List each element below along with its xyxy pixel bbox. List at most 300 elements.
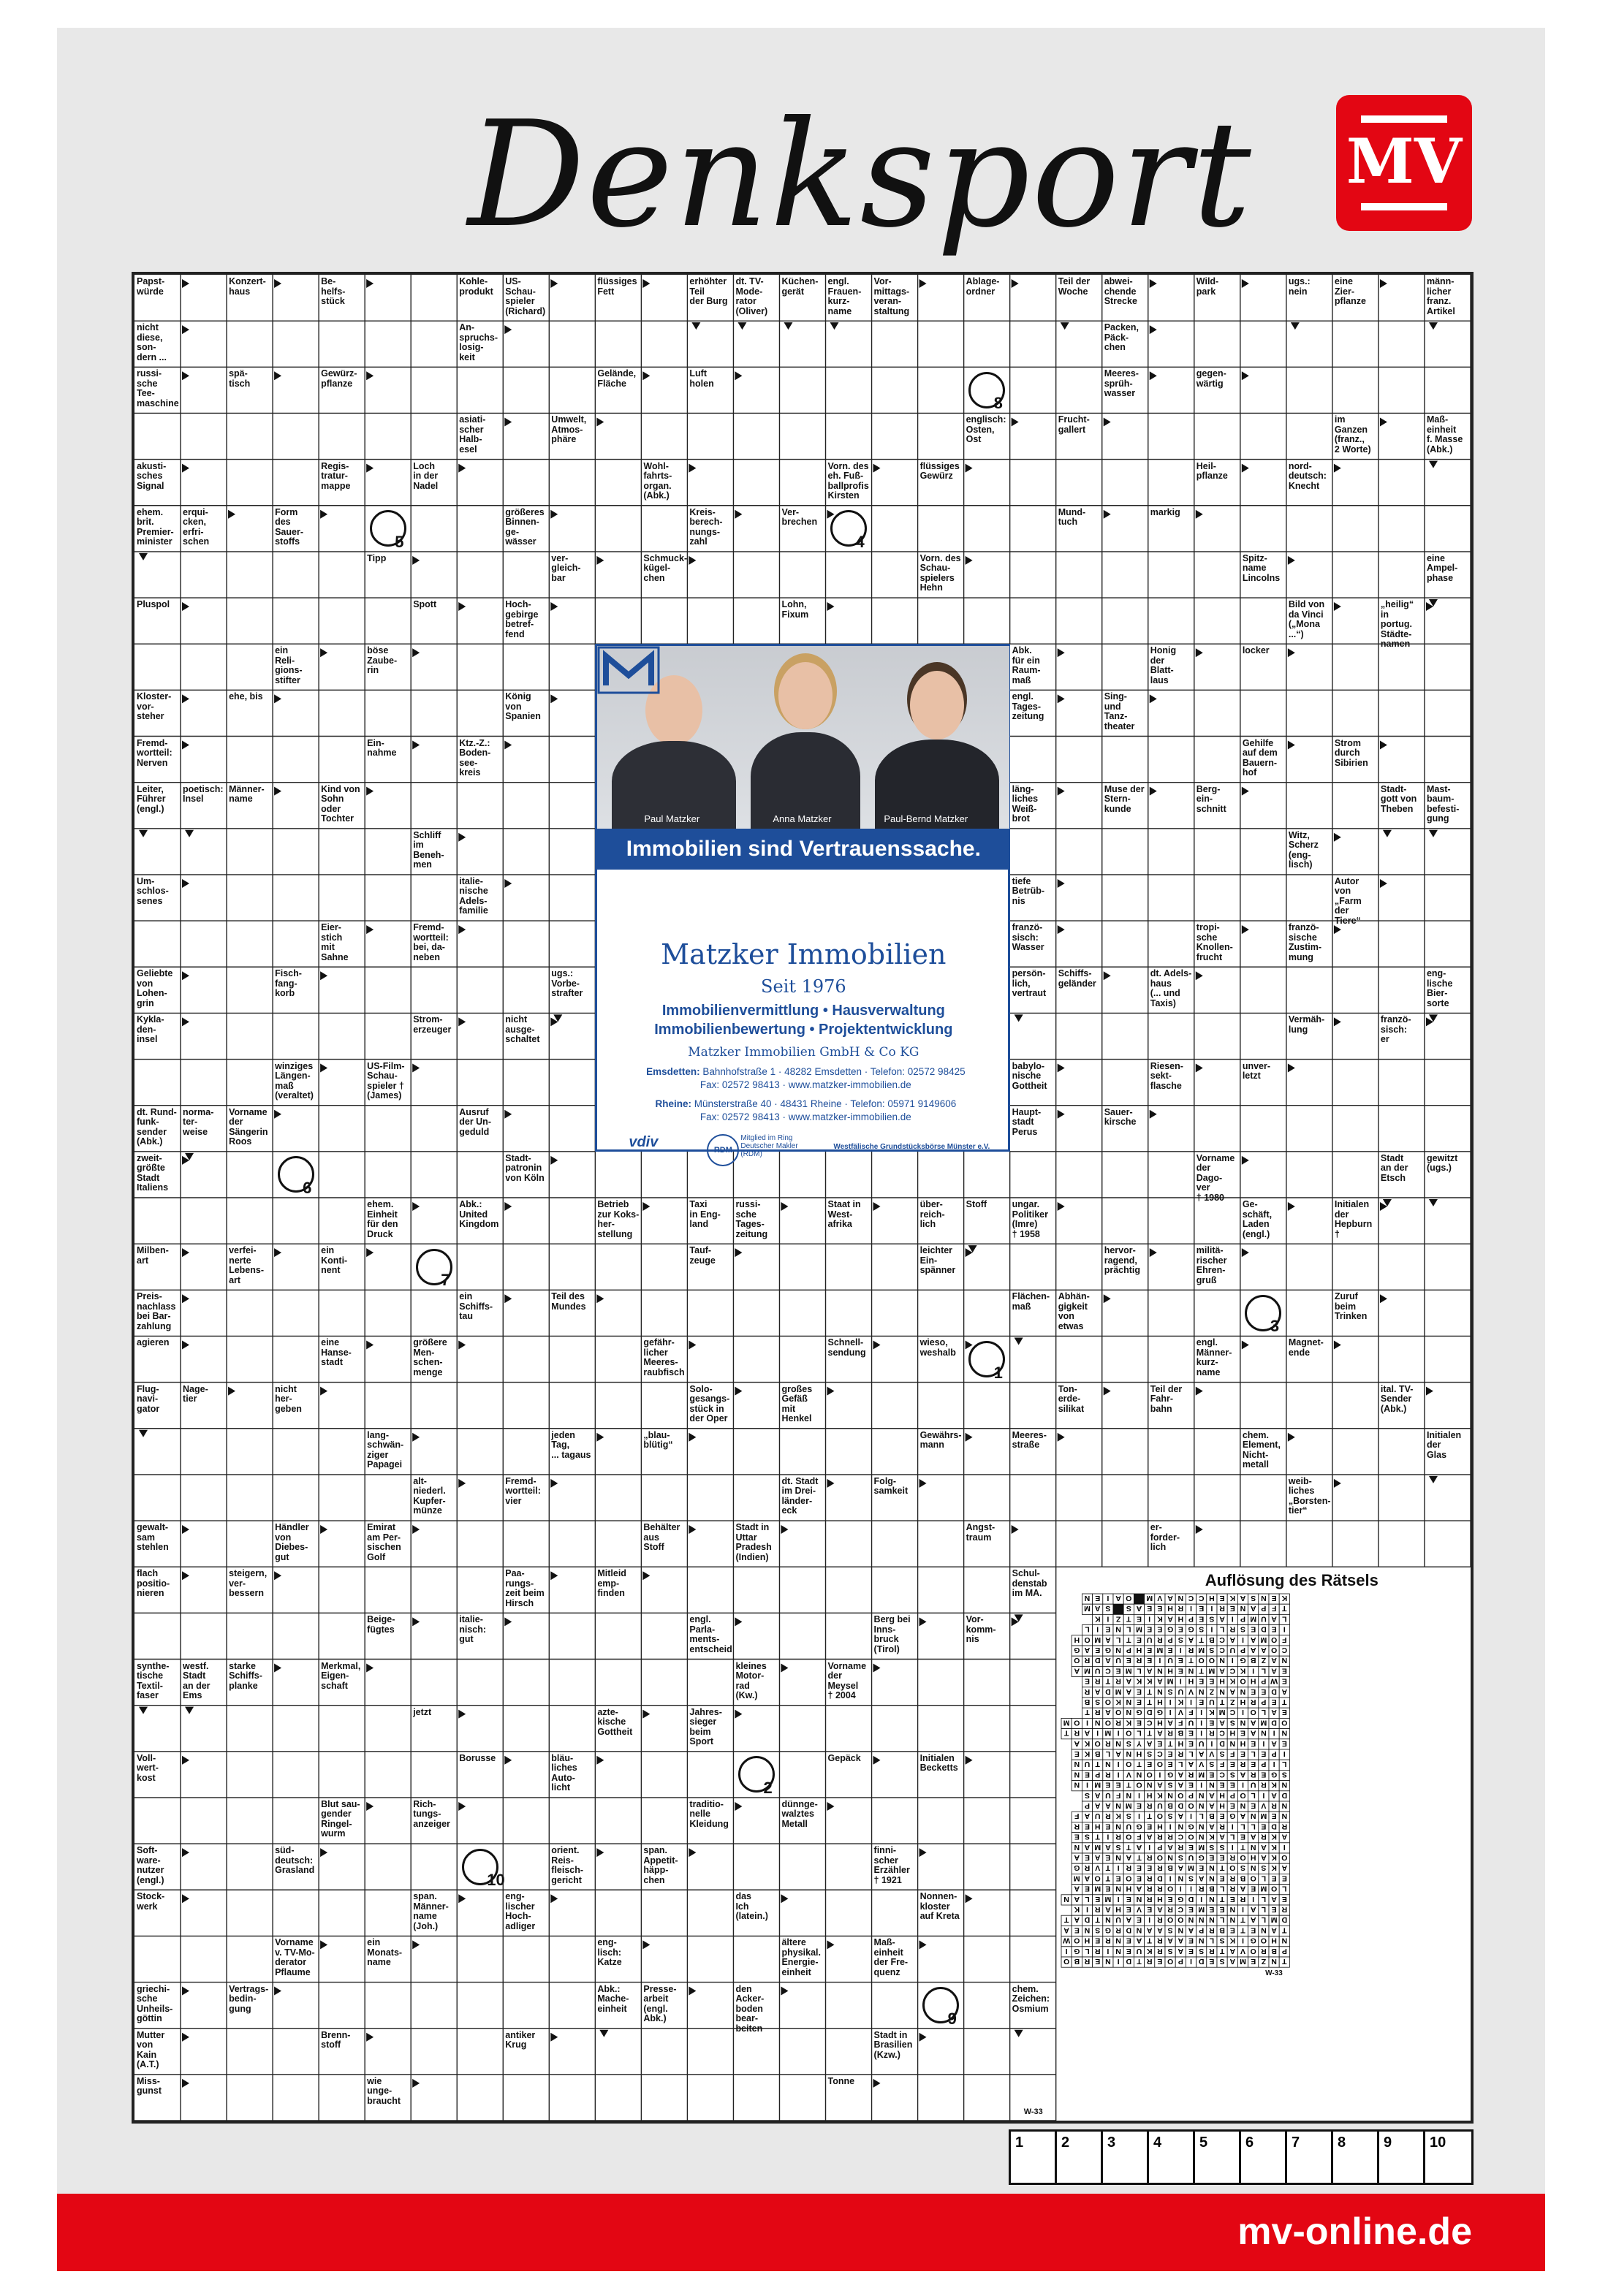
solution-letter: R bbox=[1270, 1801, 1277, 1811]
solution-letter: A bbox=[1198, 1874, 1205, 1883]
solution-letter: M bbox=[1250, 1614, 1256, 1624]
clue-cell: Initialen der Hepburn † bbox=[1334, 1199, 1373, 1239]
solution-letter: P bbox=[1084, 1801, 1090, 1811]
solution-letter: N bbox=[1126, 1749, 1131, 1759]
clue-cell: weib- liches „Borsten- tier“ bbox=[1288, 1475, 1331, 1516]
ad-company-legal-name: Matzker Immobilien GmbH & Co KG bbox=[688, 1045, 919, 1060]
solution-letter: I bbox=[1189, 1957, 1192, 1966]
solution-letter: D bbox=[1156, 1874, 1163, 1883]
clue-cell: Stadt- gott von Theben bbox=[1380, 783, 1417, 814]
solution-letter: I bbox=[1210, 1604, 1213, 1613]
solution-letter: A bbox=[1167, 1594, 1173, 1603]
solution-letter: B bbox=[1074, 1957, 1080, 1966]
solution-letter: E bbox=[1105, 1780, 1111, 1790]
solution-letter: N bbox=[1094, 1718, 1101, 1727]
solution-letter: L bbox=[1261, 1915, 1266, 1925]
solution-letter: O bbox=[1156, 1760, 1163, 1769]
clue-cell: franzö- sische Zustim- mung bbox=[1288, 922, 1321, 962]
solution-letter: E bbox=[1188, 1936, 1194, 1945]
solution-letter: R bbox=[1208, 1728, 1215, 1738]
arrow-right-icon bbox=[228, 510, 235, 519]
solution-letter: O bbox=[1167, 1957, 1173, 1966]
footer-bar bbox=[57, 2194, 1545, 2271]
arrow-down-icon bbox=[830, 322, 839, 330]
arrow-right-icon bbox=[966, 464, 973, 473]
arrow-right-icon bbox=[182, 971, 189, 980]
clue-cell: Küchen- gerät bbox=[781, 276, 819, 297]
arrow-right-icon bbox=[1196, 510, 1203, 519]
arrow-right-icon bbox=[504, 325, 512, 334]
arrow-right-icon bbox=[1334, 464, 1341, 473]
solution-letter: T bbox=[1136, 1957, 1142, 1966]
clue-cell: US- Schau- spieler (Richard) bbox=[505, 276, 546, 316]
clue-cell: Stadt in Uttar Pradesh (Indien) bbox=[735, 1522, 772, 1562]
solution-circle-number: 4 bbox=[855, 532, 865, 551]
solution-letter: E bbox=[1094, 1957, 1100, 1966]
clue-cell: nicht diese, son- dern ... bbox=[137, 322, 167, 362]
solution-letter: A bbox=[1136, 1936, 1142, 1945]
solution-letter: E bbox=[1167, 1749, 1173, 1759]
solution-letter: N bbox=[1208, 1894, 1215, 1904]
solution-letter: E bbox=[1084, 1676, 1090, 1686]
clue-cell: Meeres- sprüh- wasser bbox=[1104, 368, 1139, 399]
arrow-right-icon bbox=[1334, 1479, 1341, 1488]
solution-letter: Y bbox=[1136, 1738, 1142, 1748]
clue-cell: großes Gefäß mit Henkel bbox=[781, 1383, 813, 1424]
clue-cell: jetzt bbox=[413, 1706, 432, 1717]
arrow-right-icon bbox=[182, 741, 189, 750]
solution-letter: I bbox=[1117, 1770, 1120, 1779]
solution-letter: O bbox=[1094, 1738, 1101, 1748]
solution-letter: O bbox=[1270, 1884, 1277, 1893]
solution-letter: T bbox=[1167, 1738, 1172, 1748]
solution-letter: A bbox=[1250, 1718, 1256, 1727]
clue-cell: flach positio- nieren bbox=[137, 1568, 170, 1599]
arrow-right-icon bbox=[412, 1433, 420, 1442]
clue-cell: westf. Stadt an der Ems bbox=[183, 1660, 211, 1700]
clue-cell: Lohn, Fixum bbox=[781, 599, 809, 620]
arrow-right-icon bbox=[1380, 279, 1387, 288]
clue-cell: dt. Adels- haus (... und Taxis) bbox=[1150, 968, 1192, 1008]
solution-letter: R bbox=[1167, 1728, 1173, 1738]
solution-letter: H bbox=[1218, 1676, 1225, 1686]
clue-cell: größere Men- schen- menge bbox=[413, 1337, 447, 1377]
solution-letter: I bbox=[1169, 1708, 1172, 1717]
solution-letter: E bbox=[1271, 1812, 1277, 1821]
solution-letter: A bbox=[1146, 1926, 1153, 1935]
clue-cell: Fisch- fang- korb bbox=[275, 968, 302, 999]
arrow-right-icon bbox=[550, 694, 558, 703]
solution-letter: E bbox=[1198, 1614, 1204, 1624]
solution-letter: R bbox=[1229, 1853, 1235, 1863]
clue-cell: Maß- einheit f. Masse (Abk.) bbox=[1426, 414, 1463, 455]
solution-letter: L bbox=[1136, 1728, 1142, 1738]
clue-cell: Voll- wert- kost bbox=[137, 1752, 159, 1783]
solution-letter: N bbox=[1146, 1780, 1153, 1790]
solution-letter: N bbox=[1115, 1646, 1121, 1655]
solution-letter: E bbox=[1167, 1894, 1173, 1904]
arrow-right-icon bbox=[873, 464, 881, 473]
arrow-right-icon bbox=[366, 279, 373, 288]
key-cell[interactable] bbox=[1379, 2132, 1425, 2183]
solution-letter: T bbox=[1199, 1666, 1204, 1676]
solution-letter: L bbox=[1281, 1884, 1287, 1893]
solution-letter: E bbox=[1240, 1728, 1245, 1738]
clue-cell: An- spruchs- losig- keit bbox=[459, 322, 498, 362]
clue-cell: Geliebte von Lohen- grin bbox=[137, 968, 173, 1008]
solution-letter: N bbox=[1281, 1812, 1287, 1821]
key-number: 6 bbox=[1245, 2135, 1254, 2151]
solution-letter: P bbox=[1167, 1635, 1173, 1644]
arrow-right-icon bbox=[1288, 1433, 1295, 1442]
solution-letter: G bbox=[1229, 1812, 1236, 1821]
solution-letter: N bbox=[1281, 1801, 1287, 1811]
clue-cell: Berg- ein- schnitt bbox=[1196, 783, 1226, 814]
solution-letter: T bbox=[1095, 1832, 1100, 1841]
clue-cell: Paa- rungs- zeit beim Hirsch bbox=[505, 1568, 545, 1608]
solution-letter: E bbox=[1157, 1738, 1163, 1748]
solution-letter: A bbox=[1094, 1687, 1101, 1696]
arrow-right-icon bbox=[182, 1294, 189, 1303]
arrow-right-icon bbox=[1104, 1294, 1111, 1303]
solution-letter: E bbox=[1281, 1708, 1287, 1717]
solution-letter: E bbox=[1271, 1594, 1277, 1603]
solution-letter: E bbox=[1281, 1738, 1287, 1748]
solution-letter: O bbox=[1240, 1853, 1246, 1863]
key-number: 5 bbox=[1199, 2135, 1208, 2151]
arrow-right-icon bbox=[1334, 1340, 1341, 1349]
solution-letter: A bbox=[1167, 1936, 1173, 1945]
solution-letter: A bbox=[1260, 1842, 1267, 1852]
solution-letter: B bbox=[1208, 1812, 1215, 1821]
solution-letter: T bbox=[1281, 1604, 1287, 1613]
solution-letter: M bbox=[1198, 1842, 1205, 1852]
arrow-right-icon bbox=[412, 1940, 420, 1949]
solution-letter: H bbox=[1156, 1718, 1163, 1727]
arrow-right-icon bbox=[1242, 1340, 1249, 1349]
clue-cell: Vorname der Meysel † 2004 bbox=[827, 1660, 867, 1700]
solution-letter: T bbox=[1105, 1874, 1110, 1883]
solution-letter: D bbox=[1281, 1790, 1287, 1800]
solution-letter: F bbox=[1219, 1760, 1224, 1769]
arrow-right-icon bbox=[966, 1756, 973, 1765]
clue-cell: König von Spanien bbox=[505, 691, 541, 722]
solution-letter: A bbox=[1229, 1635, 1235, 1644]
key-cell[interactable] bbox=[1241, 2132, 1287, 2183]
solution-letter: R bbox=[1260, 1946, 1267, 1955]
arrow-right-icon bbox=[1288, 648, 1295, 657]
solution-letter: W bbox=[1062, 1936, 1070, 1945]
solution-letter: E bbox=[1229, 1894, 1235, 1904]
solution-letter: E bbox=[1084, 1822, 1090, 1831]
solution-letter: A bbox=[1074, 1738, 1080, 1748]
solution-letter: I bbox=[1107, 1594, 1110, 1603]
solution-letter: S bbox=[1167, 1946, 1173, 1955]
solution-letter: H bbox=[1218, 1790, 1225, 1800]
arrow-right-icon bbox=[596, 556, 604, 565]
key-cell[interactable] bbox=[1057, 2132, 1103, 2183]
clue-cell: Nonnen- kloster auf Kreta bbox=[919, 1891, 960, 1922]
arrow-right-icon bbox=[320, 648, 327, 657]
arrow-right-icon bbox=[412, 556, 420, 565]
solution-letter: I bbox=[1210, 1624, 1213, 1634]
arrow-right-icon bbox=[366, 371, 373, 380]
clue-cell: asiati- scher Halb- esel bbox=[459, 414, 486, 455]
arrow-down-icon bbox=[185, 830, 194, 837]
solution-letter: I bbox=[1241, 1905, 1244, 1915]
solution-letter: O bbox=[1094, 1874, 1101, 1883]
solution-letter: A bbox=[1250, 1646, 1256, 1655]
clue-cell: Abhän- gigkeit von etwas bbox=[1058, 1291, 1090, 1331]
key-cell[interactable] bbox=[1195, 2132, 1241, 2183]
key-cell[interactable] bbox=[1425, 2132, 1471, 2183]
solution-letter: E bbox=[1250, 1957, 1256, 1966]
solution-letter: N bbox=[1208, 1874, 1215, 1883]
key-cell[interactable] bbox=[1333, 2132, 1379, 2183]
arrow-down-icon bbox=[1429, 461, 1438, 468]
clue-cell: Packen, Päck- chen bbox=[1104, 322, 1139, 353]
arrow-right-icon bbox=[873, 1664, 881, 1673]
solution-letter: O bbox=[1104, 1718, 1111, 1727]
solution-letter: E bbox=[1146, 1905, 1152, 1915]
solution-letter: N bbox=[1250, 1842, 1256, 1852]
clue-cell: Kohle- produkt bbox=[459, 276, 493, 297]
solution-letter: S bbox=[1250, 1594, 1256, 1603]
solution-letter: H bbox=[1146, 1790, 1153, 1800]
solution-letter: E bbox=[1198, 1863, 1204, 1873]
clue-cell: Honig der Blatt- laus bbox=[1150, 645, 1177, 685]
person-name: Paul Matzker bbox=[644, 813, 700, 825]
clue-cell: wie unge- braucht bbox=[367, 2075, 401, 2106]
solution-letter: A bbox=[1084, 1812, 1090, 1821]
solution-letter: R bbox=[1084, 1656, 1090, 1665]
solution-letter: S bbox=[1219, 1842, 1225, 1852]
clue-cell: Zuruf beim Trinken bbox=[1334, 1291, 1368, 1322]
solution-letter: M bbox=[1208, 1666, 1215, 1676]
solution-letter: L bbox=[1281, 1760, 1287, 1769]
clue-cell: akusti- sches Signal bbox=[137, 460, 167, 491]
solution-letter: R bbox=[1260, 1780, 1267, 1790]
clue-cell: Tonne bbox=[827, 2075, 855, 2086]
arrow-right-icon bbox=[274, 1664, 281, 1673]
clue-cell: Milben- art bbox=[137, 1245, 169, 1266]
solution-letter: S bbox=[1167, 1812, 1173, 1821]
clue-cell: Teil des Mundes bbox=[551, 1291, 586, 1312]
solution-letter: M bbox=[1073, 1874, 1080, 1883]
solution-letter: N bbox=[1126, 1708, 1131, 1717]
solution-letter: K bbox=[1115, 1812, 1121, 1821]
solution-letter: R bbox=[1188, 1646, 1194, 1655]
solution-letter: G bbox=[1177, 1894, 1184, 1904]
ad-fax-rheine: Fax: 02572 98413 · www.matzker-immobilien.de bbox=[699, 1111, 911, 1123]
solution-letter: H bbox=[1167, 1604, 1173, 1613]
arrow-right-icon bbox=[1196, 1387, 1203, 1396]
solution-circle-number: 7 bbox=[441, 1271, 450, 1290]
solution-letter: T bbox=[1199, 1635, 1204, 1644]
solution-letter: I bbox=[1189, 1698, 1192, 1707]
solution-letter: T bbox=[1219, 1698, 1224, 1707]
arrow-right-icon bbox=[1058, 879, 1065, 888]
solution-letter: O bbox=[1167, 1915, 1173, 1925]
solution-letter: D bbox=[1177, 1801, 1183, 1811]
clue-cell: Mast- baum- befesti- gung bbox=[1426, 783, 1460, 824]
solution-letter: M bbox=[1156, 1646, 1163, 1655]
solution-letter: I bbox=[1199, 1728, 1202, 1738]
solution-letter: E bbox=[1146, 1624, 1152, 1634]
clue-cell: Mitleid emp- finden bbox=[597, 1568, 626, 1599]
arrow-right-icon bbox=[182, 1525, 189, 1534]
solution-letter: R bbox=[1240, 1894, 1245, 1904]
key-number: 2 bbox=[1061, 2135, 1070, 2151]
solution-letter: A bbox=[1177, 1863, 1183, 1873]
solution-letter: R bbox=[1084, 1687, 1090, 1696]
solution-letter: E bbox=[1157, 1604, 1163, 1613]
solution-letter: Z bbox=[1209, 1687, 1214, 1696]
solution-letter: M bbox=[1270, 1915, 1278, 1925]
clue-cell: im Ganzen (franz., 2 Worte) bbox=[1334, 414, 1371, 455]
solution-letter: A bbox=[1074, 1915, 1080, 1925]
solution-letter: S bbox=[1219, 1957, 1225, 1966]
clue-cell: Ver- brechen bbox=[781, 506, 818, 528]
arrow-right-icon bbox=[1242, 464, 1249, 473]
clue-cell: Mund- tuch bbox=[1058, 506, 1086, 528]
solution-letter: P bbox=[1271, 1749, 1277, 1759]
solution-letter: E bbox=[1188, 1780, 1194, 1790]
solution-letter: N bbox=[1115, 1801, 1121, 1811]
solution-letter: R bbox=[1146, 1801, 1153, 1811]
solution-letter: R bbox=[1240, 1760, 1245, 1769]
solution-letter: H bbox=[1250, 1853, 1256, 1863]
clue-cell: böse Zaube- rin bbox=[367, 645, 398, 676]
solution-letter: M bbox=[1198, 1770, 1205, 1779]
solution-letter: T bbox=[1147, 1936, 1152, 1945]
solution-letter: I bbox=[1148, 1842, 1150, 1852]
clue-cell: Umwelt, Atmos- phäre bbox=[551, 414, 587, 445]
clue-cell: ver- gleich- bar bbox=[551, 552, 581, 583]
arrow-down-icon bbox=[139, 553, 148, 560]
clue-cell: Vermäh- lung bbox=[1288, 1014, 1325, 1035]
solution-letter: U bbox=[1229, 1646, 1235, 1655]
solution-letter: I bbox=[1148, 1614, 1150, 1624]
arrow-right-icon bbox=[504, 417, 512, 426]
solution-letter: A bbox=[1270, 1614, 1277, 1624]
solution-letter: S bbox=[1229, 1718, 1235, 1727]
solution-letter: N bbox=[1198, 1936, 1205, 1945]
solution-letter: E bbox=[1198, 1698, 1204, 1707]
solution-letter: H bbox=[1229, 1728, 1235, 1738]
solution-letter: E bbox=[1136, 1801, 1142, 1811]
solution-letter: N bbox=[1240, 1687, 1245, 1696]
arrow-right-icon bbox=[366, 1802, 373, 1811]
arrow-right-icon bbox=[1150, 279, 1157, 288]
clue-cell: dt. TV- Mode- rator (Oliver) bbox=[735, 276, 768, 316]
solution-letter: E bbox=[1219, 1905, 1225, 1915]
solution-letter: H bbox=[1240, 1738, 1245, 1748]
arrow-right-icon bbox=[412, 1617, 420, 1626]
solution-letter: O bbox=[1125, 1874, 1132, 1883]
solution-letter: R bbox=[1115, 1832, 1121, 1841]
clue-cell: starke Schiffs- planke bbox=[229, 1660, 262, 1691]
solution-letter: U bbox=[1126, 1822, 1131, 1831]
key-cell[interactable] bbox=[1287, 2132, 1333, 2183]
solution-letter: E bbox=[1240, 1749, 1245, 1759]
solution-letter: E bbox=[1094, 1646, 1100, 1655]
arrow-right-icon bbox=[550, 510, 558, 519]
solution-letter: N bbox=[1198, 1790, 1205, 1800]
solution-letter: B bbox=[1270, 1946, 1277, 1955]
solution-letter: T bbox=[1105, 1863, 1110, 1873]
solution-letter: I bbox=[1241, 1936, 1244, 1945]
arrow-right-icon bbox=[274, 371, 281, 380]
key-cell[interactable] bbox=[1103, 2132, 1149, 2183]
solution-letter: E bbox=[1229, 1760, 1235, 1769]
solution-letter: E bbox=[1126, 1905, 1131, 1915]
clue-cell: süd- deutsch: Grasland bbox=[275, 1845, 315, 1876]
clue-cell: ehe, bis bbox=[229, 691, 263, 702]
solution-letter: Z bbox=[1115, 1614, 1120, 1624]
solution-letter: D bbox=[1270, 1687, 1277, 1696]
clue-cell: span. Männer- name (Joh.) bbox=[413, 1891, 449, 1931]
solution-letter: C bbox=[1218, 1770, 1225, 1779]
solution-letter: V bbox=[1177, 1708, 1183, 1717]
solution-letter: R bbox=[1208, 1926, 1215, 1935]
arrow-right-icon bbox=[1426, 1387, 1433, 1396]
person-photo bbox=[751, 646, 860, 829]
solution-letter: M bbox=[1135, 1624, 1142, 1634]
solution-letter: K bbox=[1084, 1749, 1090, 1759]
solution-letter: C bbox=[1177, 1832, 1183, 1841]
clue-cell: ungar. Politiker (Imre) † 1958 bbox=[1012, 1199, 1048, 1239]
arrow-right-icon bbox=[320, 1525, 327, 1534]
solution-letter: M bbox=[1260, 1635, 1267, 1644]
clue-cell: Tauf- zeuge bbox=[689, 1245, 716, 1266]
clue-cell: engl. Parla- ments- entscheid bbox=[689, 1614, 732, 1654]
solution-letter: N bbox=[1084, 1594, 1090, 1603]
solution-letter: L bbox=[1261, 1894, 1266, 1904]
arrow-right-icon bbox=[781, 1894, 788, 1903]
solution-letter: V bbox=[1136, 1905, 1142, 1915]
clue-cell: finni- scher Erzähler † 1921 bbox=[873, 1845, 910, 1885]
arrow-right-icon bbox=[1012, 1525, 1019, 1534]
solution-letter: N bbox=[1104, 1760, 1111, 1769]
solution-letter: P bbox=[1157, 1842, 1163, 1852]
solution-letter: T bbox=[1219, 1894, 1224, 1904]
solution-letter: B bbox=[1208, 1635, 1215, 1644]
solution-letter: A bbox=[1218, 1832, 1225, 1841]
solution-letter: M bbox=[1167, 1676, 1174, 1686]
solution-letter: A bbox=[1074, 1894, 1080, 1904]
solution-letter: R bbox=[1094, 1676, 1101, 1686]
footer-url: mv-online.de bbox=[1237, 2211, 1472, 2253]
arrow-right-icon bbox=[919, 1617, 927, 1626]
solution-letter: E bbox=[1271, 1874, 1277, 1883]
arrow-right-icon bbox=[366, 787, 373, 796]
solution-letter: C bbox=[1229, 1666, 1235, 1676]
solution-letter: I bbox=[1096, 1624, 1099, 1634]
solution-letter: K bbox=[1229, 1594, 1235, 1603]
key-cell[interactable] bbox=[1149, 2132, 1195, 2183]
solution-letter: E bbox=[1126, 1946, 1131, 1955]
key-cell[interactable] bbox=[1011, 2132, 1057, 2183]
arrow-right-icon bbox=[274, 1571, 281, 1580]
clue-cell: nord- deutsch: Knecht bbox=[1288, 460, 1327, 491]
solution-letter: K bbox=[1229, 1936, 1235, 1945]
solution-letter: E bbox=[1281, 1874, 1287, 1883]
solution-letter: E bbox=[1209, 1676, 1215, 1686]
solution-letter: A bbox=[1126, 1687, 1131, 1696]
clue-cell: Vor- komm- nis bbox=[966, 1614, 996, 1645]
clue-cell: Behälter aus Stoff bbox=[643, 1522, 680, 1553]
